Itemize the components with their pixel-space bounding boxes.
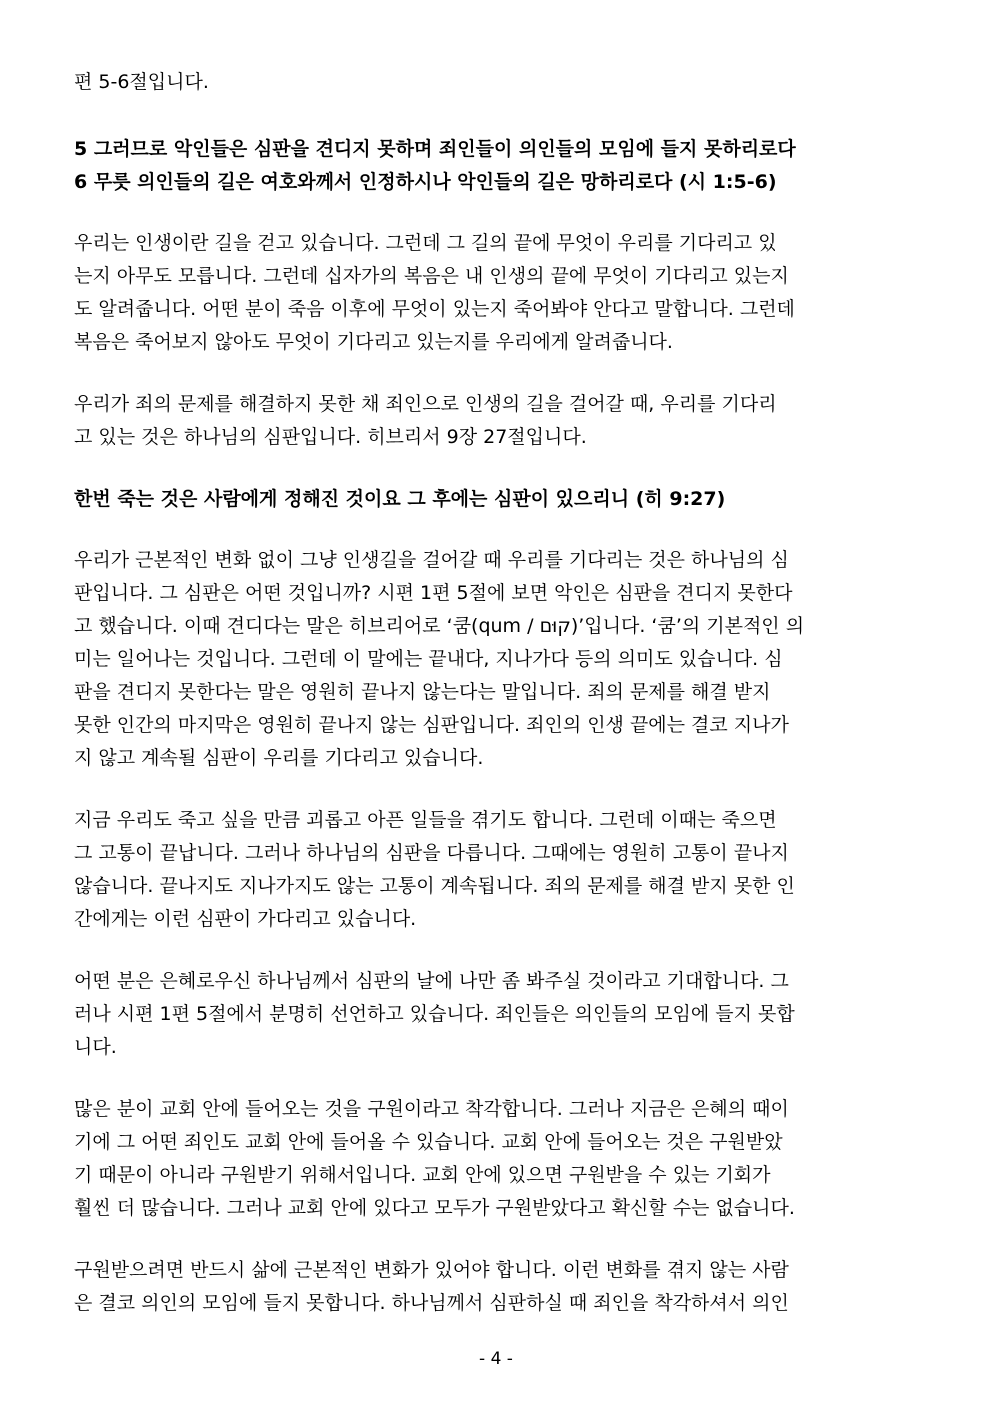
paragraph-life-path: [74, 227, 920, 359]
text-line: 니다.: [74, 1036, 117, 1058]
text-line: 도 알려줍니다. 어떤 분이 죽음 이후에 무엇이 있는지 죽어봐야 안다고 말합니다. 그런데: [74, 298, 795, 320]
text-line: 기에 그 어떤 죄인도 교회 안에 들어올 수 있습니다. 교회 안에 들어오는 것은 구원받았: [74, 1131, 783, 1153]
text-line: 구원받으려면 반드시 삶에 근본적인 변화가 있어야 합니다. 이런 변화를 겪지 않는 사람: [74, 1259, 789, 1281]
scripture-quote-hebrews: [74, 483, 920, 516]
text-line: 우리가 근본적인 변화 없이 그냥 인생길을 걸어갈 때 우리를 기다리는 것은 하나님의 심: [74, 549, 789, 571]
text-line: 훨씬 더 많습니다. 그러나 교회 안에 있다고 모두가 구원받았다고 확신할 수는 없습니다.: [74, 1197, 795, 1219]
document-body: [74, 66, 920, 1349]
text-line: 그 고통이 끝납니다. 그러나 하나님의 심판을 다릅니다. 그때에는 영원히 고통이 끝나지: [74, 842, 789, 864]
scripture-quote-psalm: [74, 133, 920, 199]
text-line: 우리는 인생이란 길을 걷고 있습니다. 그런데 그 길의 끝에 무엇이 우리를 기다리고 있: [74, 232, 777, 254]
paragraph-salvation: [74, 1254, 920, 1320]
page-number: - 4 -: [479, 1349, 513, 1369]
paragraph-church: [74, 1093, 920, 1225]
paragraph-intro: [74, 66, 920, 99]
text-line: 어떤 분은 은혜로우신 하나님께서 심판의 날에 나만 좀 봐주실 것이라고 기대합니다. 그: [74, 970, 789, 992]
text-line: 기 때문이 아니라 구원받기 위해서입니다. 교회 안에 있으면 구원받을 수 있는 기회가: [74, 1164, 771, 1186]
text-line: 6 무릇 의인들의 길은 여호와께서 인정하시나 악인들의 길은 망하리로다 (시 1:5-6): [74, 171, 777, 193]
text-line: 우리가 죄의 문제를 해결하지 못한 채 죄인으로 인생의 길을 걸어갈 때, 우리를 기다리: [74, 393, 777, 415]
text-line: 한번 죽는 것은 사람에게 정해진 것이요 그 후에는 심판이 있으리니 (히 9:27): [74, 488, 726, 510]
paragraph-qum: [74, 544, 920, 775]
text-line: 판입니다. 그 심판은 어떤 것입니까? 시편 1편 5절에 보면 악인은 심판을 견디지 못한다: [74, 582, 793, 604]
text-line: 지금 우리도 죽고 싶을 만큼 괴롭고 아픈 일들을 겪기도 합니다. 그런데 이때는 죽으면: [74, 809, 777, 831]
text-line: 복음은 죽어보지 않아도 무엇이 기다리고 있는지를 우리에게 알려줍니다.: [74, 331, 673, 353]
text-line: 고 했습니다. 이때 견디다는 말은 히브리어로 ‘쿰(qum / קוּם)’입니다. ‘쿰’의 기본적인 의: [74, 615, 805, 637]
text-line: 지 않고 계속될 심판이 우리를 기다리고 있습니다.: [74, 747, 484, 769]
text-line: 않습니다. 끝나지도 지나가지도 않는 고통이 계속됩니다. 죄의 문제를 해결 받지 못한 인: [74, 875, 795, 897]
text-line: 못한 인간의 마지막은 영원히 끝나지 않는 심판입니다. 죄인의 인생 끝에는 결코 지나가: [74, 714, 789, 736]
text-line: 는지 아무도 모릅니다. 그런데 십자가의 복음은 내 인생의 끝에 무엇이 기다리고 있는지: [74, 265, 789, 287]
paragraph-judgment: [74, 388, 920, 454]
text-line: 편 5-6절입니다.: [74, 71, 209, 93]
text-line: 은 결코 의인의 모임에 들지 못합니다. 하나님께서 심판하실 때 죄인을 착각하셔서 의인: [74, 1292, 789, 1314]
text-line: 5 그러므로 악인들은 심판을 견디지 못하며 죄인들이 의인들의 모임에 들지 못하리로다: [74, 138, 796, 160]
paragraph-suffering: [74, 804, 920, 936]
text-line: 많은 분이 교회 안에 들어오는 것을 구원이라고 착각합니다. 그러나 지금은 은혜의 때이: [74, 1098, 789, 1120]
text-line: 미는 일어나는 것입니다. 그런데 이 말에는 끝내다, 지나가다 등의 의미도 있습니다. 심: [74, 648, 783, 670]
text-line: 판을 견디지 못한다는 말은 영원히 끝나지 않는다는 말입니다. 죄의 문제를 해결 받지: [74, 681, 771, 703]
text-line: 간에게는 이런 심판이 가다리고 있습니다.: [74, 908, 417, 930]
text-line: 러나 시편 1편 5절에서 분명히 선언하고 있습니다. 죄인들은 의인들의 모임에 들지 못합: [74, 1003, 795, 1025]
text-line: 고 있는 것은 하나님의 심판입니다. 히브리서 9장 27절입니다.: [74, 426, 587, 448]
paragraph-expectation: [74, 965, 920, 1064]
